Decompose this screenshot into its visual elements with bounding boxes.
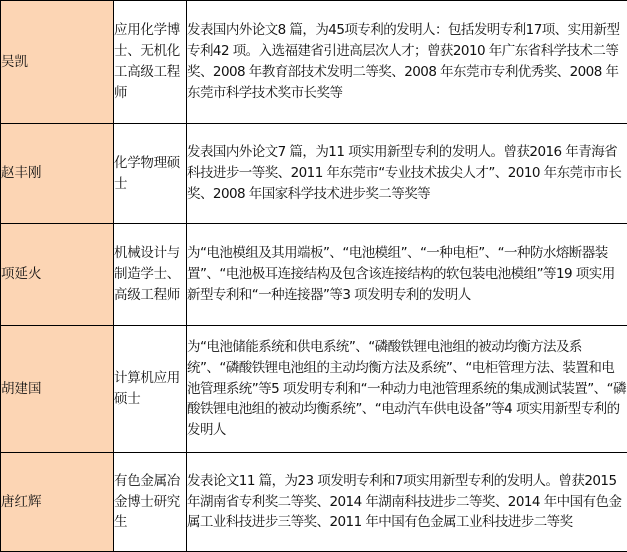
- person-name: 赵丰刚: [1, 124, 114, 224]
- person-name: 项延火: [1, 224, 114, 326]
- table-row: [1, 326, 627, 453]
- table-row: [1, 453, 627, 552]
- person-name: 吴凯: [1, 1, 114, 124]
- person-degree: 计算机应用硕士: [114, 326, 187, 453]
- person-achievements: 发表国内外论文8 篇，为45项专利的发明人：包括发明专利17项、实用新型专利42 项。入选福建省引进高层次人才；曾获2010 年广东省科学技术二等奖、2008 年教育部技术发明二等奖、2008 年东莞市专利优秀奖、2008 年东莞市科学技术奖市长奖等: [187, 1, 627, 124]
- person-degree: 机械设计与制造学士、高级工程师: [114, 224, 187, 326]
- table-row: [1, 224, 627, 326]
- person-degree: 有色金属冶金博士研究生: [114, 453, 187, 552]
- person-name: 唐红辉: [1, 453, 114, 552]
- person-degree: 应用化学博士、无机化工高级工程师: [114, 1, 187, 124]
- person-achievements: 发表国内外论文7 篇，为11 项实用新型专利的发明人。曾获2016 年青海省科技进步一等奖、2011 年东莞市“专业技术拔尖人才”、2010 年东莞市市长奖、2008 年国家科学技术进步奖二等奖等: [187, 124, 627, 224]
- person-achievements: 为“电池储能系统和供电系统”、“磷酸铁锂电池组的被动均衡方法及系统”、“磷酸铁锂电池组的主动均衡方法及系统”、“电柜管理方法、装置和电池管理系统”等5 项发明专利和“一种动力电池管理系统的集成测试装置”、“磷酸铁锂电池组的被动均衡系统”、“电动汽车供电设备”等4 项实用新型专利的发明人: [187, 326, 627, 453]
- table-row: [1, 1, 627, 124]
- person-achievements: 为“电池模组及其用端板”、“电池模组”、“一种电柜”、“一种防水熔断器装置”、“电池极耳连接结构及包含该连接结构的软包装电池模组”等19 项实用新型专利和“一种连接器”等3 项发明专利的发明人: [187, 224, 627, 326]
- person-name: 胡建国: [1, 326, 114, 453]
- person-achievements: 发表论文11 篇，为23 项发明专利和7项实用新型专利的发明人。曾获2015 年湖南省专利奖二等奖、2014 年湖南科技进步二等奖、2014 年中国有色金属工业科技进步三等奖、2011 年中国有色金属工业科技进步二等奖: [187, 453, 627, 552]
- person-degree: 化学物理硕士: [114, 124, 187, 224]
- table-row: [1, 124, 627, 224]
